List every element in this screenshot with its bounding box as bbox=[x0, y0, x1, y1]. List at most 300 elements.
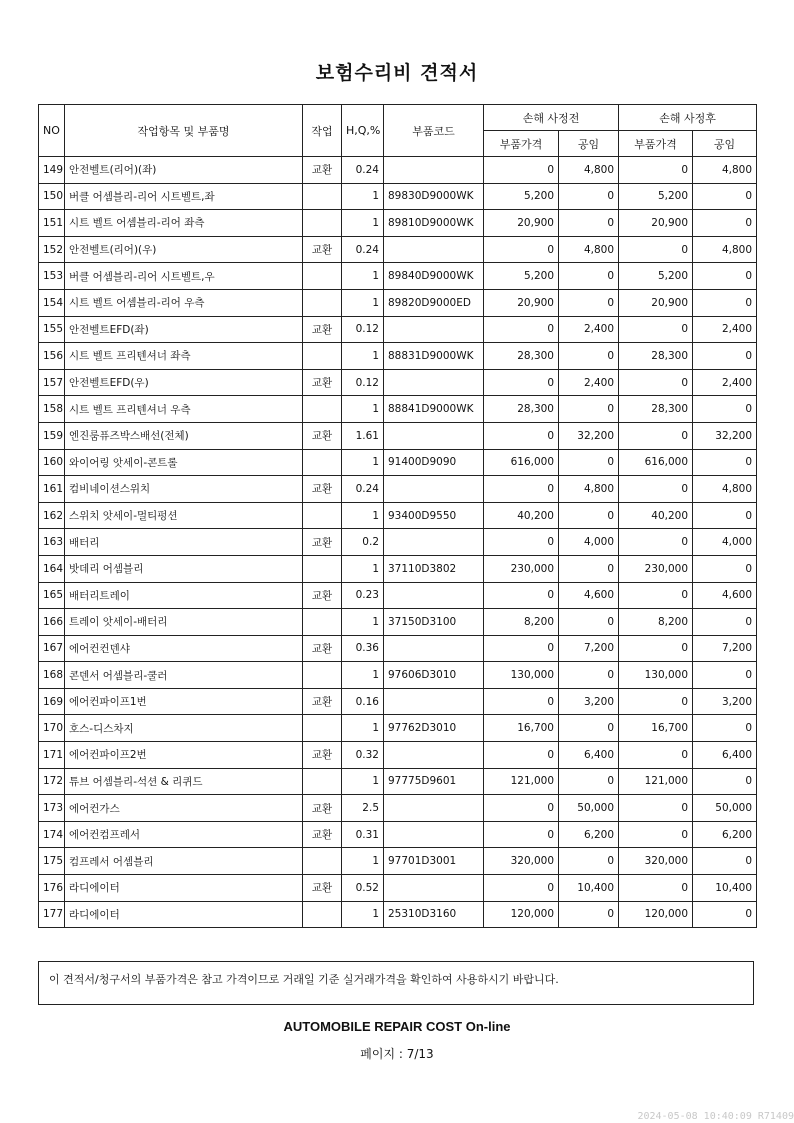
table-row bbox=[39, 848, 757, 875]
hq-value: 0.12 bbox=[342, 369, 384, 396]
print-timestamp: 2024-05-08 10:40:09 R71409 bbox=[637, 1111, 794, 1122]
header-code: 부품코드 bbox=[384, 105, 484, 157]
hq-value: 1 bbox=[342, 768, 384, 795]
table-row bbox=[39, 210, 757, 237]
hq-value: 1 bbox=[342, 901, 384, 928]
work-type: 교환 bbox=[303, 369, 342, 396]
before-part-price: 616,000 bbox=[484, 449, 559, 476]
hq-value: 1 bbox=[342, 343, 384, 370]
row-no: 168 bbox=[39, 662, 65, 689]
part-code bbox=[384, 635, 484, 662]
hq-value: 1.61 bbox=[342, 422, 384, 449]
row-no: 164 bbox=[39, 555, 65, 582]
before-labor: 0 bbox=[559, 848, 619, 875]
header-before-labor: 공임 bbox=[559, 131, 619, 157]
work-type bbox=[303, 901, 342, 928]
hq-value: 0.31 bbox=[342, 821, 384, 848]
hq-value: 0.24 bbox=[342, 157, 384, 184]
table-row bbox=[39, 768, 757, 795]
before-part-price: 130,000 bbox=[484, 662, 559, 689]
item-name: 라디에이터 bbox=[65, 901, 303, 928]
part-code bbox=[384, 875, 484, 902]
work-type bbox=[303, 263, 342, 290]
after-part-price: 0 bbox=[619, 821, 693, 848]
after-part-price: 20,900 bbox=[619, 210, 693, 237]
table-row bbox=[39, 449, 757, 476]
before-labor: 0 bbox=[559, 449, 619, 476]
part-code: 88841D9000WK bbox=[384, 396, 484, 423]
after-part-price: 130,000 bbox=[619, 662, 693, 689]
after-labor: 0 bbox=[693, 662, 757, 689]
table-row bbox=[39, 609, 757, 636]
before-part-price: 28,300 bbox=[484, 396, 559, 423]
part-code: 37150D3100 bbox=[384, 609, 484, 636]
before-part-price: 0 bbox=[484, 875, 559, 902]
part-code bbox=[384, 316, 484, 343]
before-labor: 0 bbox=[559, 396, 619, 423]
after-labor: 0 bbox=[693, 289, 757, 316]
work-type: 교환 bbox=[303, 582, 342, 609]
part-code bbox=[384, 821, 484, 848]
item-name: 시트 벨트 어셈블리-리어 우측 bbox=[65, 289, 303, 316]
document-title: 보험수리비 견적서 bbox=[315, 62, 479, 84]
hq-value: 1 bbox=[342, 289, 384, 316]
row-no: 171 bbox=[39, 742, 65, 769]
after-part-price: 16,700 bbox=[619, 715, 693, 742]
row-no: 154 bbox=[39, 289, 65, 316]
before-labor: 0 bbox=[559, 183, 619, 210]
table-row bbox=[39, 183, 757, 210]
after-labor: 4,000 bbox=[693, 529, 757, 556]
item-name: 에어컨컨덴샤 bbox=[65, 635, 303, 662]
after-part-price: 0 bbox=[619, 742, 693, 769]
after-part-price: 0 bbox=[619, 476, 693, 503]
work-type: 교환 bbox=[303, 795, 342, 822]
item-name: 에어컨파이프2번 bbox=[65, 742, 303, 769]
row-no: 163 bbox=[39, 529, 65, 556]
after-part-price: 320,000 bbox=[619, 848, 693, 875]
part-code: 97701D3001 bbox=[384, 848, 484, 875]
work-type bbox=[303, 609, 342, 636]
work-type bbox=[303, 343, 342, 370]
after-labor: 6,200 bbox=[693, 821, 757, 848]
before-part-price: 230,000 bbox=[484, 555, 559, 582]
before-part-price: 40,200 bbox=[484, 502, 559, 529]
after-labor: 50,000 bbox=[693, 795, 757, 822]
after-labor: 0 bbox=[693, 901, 757, 928]
before-part-price: 0 bbox=[484, 582, 559, 609]
after-part-price: 0 bbox=[619, 795, 693, 822]
before-part-price: 8,200 bbox=[484, 609, 559, 636]
before-part-price: 0 bbox=[484, 821, 559, 848]
hq-value: 1 bbox=[342, 502, 384, 529]
work-type: 교환 bbox=[303, 529, 342, 556]
before-part-price: 120,000 bbox=[484, 901, 559, 928]
hq-value: 1 bbox=[342, 609, 384, 636]
hq-value: 1 bbox=[342, 263, 384, 290]
work-type bbox=[303, 396, 342, 423]
table-header bbox=[39, 105, 757, 157]
work-type bbox=[303, 289, 342, 316]
after-part-price: 0 bbox=[619, 688, 693, 715]
before-labor: 4,000 bbox=[559, 529, 619, 556]
after-part-price: 0 bbox=[619, 236, 693, 263]
hq-value: 1 bbox=[342, 210, 384, 237]
item-name: 와이어링 앗세이-콘트롤 bbox=[65, 449, 303, 476]
item-name: 에어컨파이프1번 bbox=[65, 688, 303, 715]
work-type: 교환 bbox=[303, 316, 342, 343]
price-notice: 이 견적서/청구서의 부품가격은 참고 가격이므로 거래일 기준 실거래가격을 확인하여 사용하시기 바랍니다. bbox=[38, 961, 754, 1005]
hq-value: 1 bbox=[342, 715, 384, 742]
after-part-price: 0 bbox=[619, 875, 693, 902]
after-labor: 0 bbox=[693, 263, 757, 290]
after-labor: 6,400 bbox=[693, 742, 757, 769]
hq-value: 1 bbox=[342, 396, 384, 423]
before-labor: 0 bbox=[559, 609, 619, 636]
part-code: 37110D3802 bbox=[384, 555, 484, 582]
after-labor: 2,400 bbox=[693, 316, 757, 343]
hq-value: 0.52 bbox=[342, 875, 384, 902]
part-code bbox=[384, 157, 484, 184]
part-code: 89810D9000WK bbox=[384, 210, 484, 237]
hq-value: 0.16 bbox=[342, 688, 384, 715]
after-labor: 10,400 bbox=[693, 875, 757, 902]
table-row bbox=[39, 422, 757, 449]
work-type bbox=[303, 183, 342, 210]
table-row bbox=[39, 821, 757, 848]
work-type bbox=[303, 210, 342, 237]
work-type: 교환 bbox=[303, 742, 342, 769]
table-row bbox=[39, 901, 757, 928]
before-labor: 0 bbox=[559, 502, 619, 529]
after-labor: 0 bbox=[693, 210, 757, 237]
row-no: 167 bbox=[39, 635, 65, 662]
hq-value: 0.24 bbox=[342, 236, 384, 263]
row-no: 160 bbox=[39, 449, 65, 476]
after-labor: 4,800 bbox=[693, 476, 757, 503]
hq-value: 1 bbox=[342, 555, 384, 582]
part-code: 97762D3010 bbox=[384, 715, 484, 742]
part-code bbox=[384, 688, 484, 715]
after-labor: 2,400 bbox=[693, 369, 757, 396]
before-part-price: 5,200 bbox=[484, 263, 559, 290]
before-labor: 32,200 bbox=[559, 422, 619, 449]
before-labor: 0 bbox=[559, 555, 619, 582]
after-labor: 32,200 bbox=[693, 422, 757, 449]
row-no: 174 bbox=[39, 821, 65, 848]
after-part-price: 28,300 bbox=[619, 343, 693, 370]
before-labor: 2,400 bbox=[559, 369, 619, 396]
part-code: 89830D9000WK bbox=[384, 183, 484, 210]
table-row bbox=[39, 582, 757, 609]
after-labor: 0 bbox=[693, 183, 757, 210]
after-part-price: 0 bbox=[619, 529, 693, 556]
part-code: 97775D9601 bbox=[384, 768, 484, 795]
table-row bbox=[39, 157, 757, 184]
hq-value: 2.5 bbox=[342, 795, 384, 822]
after-part-price: 8,200 bbox=[619, 609, 693, 636]
after-labor: 0 bbox=[693, 768, 757, 795]
after-labor: 0 bbox=[693, 449, 757, 476]
table-row bbox=[39, 396, 757, 423]
header-after-adjustment: 손해 사정후 bbox=[619, 105, 757, 131]
table-row bbox=[39, 795, 757, 822]
before-labor: 3,200 bbox=[559, 688, 619, 715]
before-labor: 4,800 bbox=[559, 157, 619, 184]
row-no: 153 bbox=[39, 263, 65, 290]
item-name: 배터리 bbox=[65, 529, 303, 556]
row-no: 156 bbox=[39, 343, 65, 370]
part-code bbox=[384, 795, 484, 822]
header-no: NO bbox=[39, 105, 65, 157]
after-part-price: 0 bbox=[619, 157, 693, 184]
item-name: 안전벨트(리어)(좌) bbox=[65, 157, 303, 184]
header-before-part-price: 부품가격 bbox=[484, 131, 559, 157]
item-name: 콘덴서 어셈블리-쿨러 bbox=[65, 662, 303, 689]
after-labor: 4,800 bbox=[693, 157, 757, 184]
part-code: 89840D9000WK bbox=[384, 263, 484, 290]
before-labor: 0 bbox=[559, 289, 619, 316]
after-part-price: 230,000 bbox=[619, 555, 693, 582]
row-no: 155 bbox=[39, 316, 65, 343]
item-name: 안전벨트EFD(좌) bbox=[65, 316, 303, 343]
row-no: 149 bbox=[39, 157, 65, 184]
before-part-price: 0 bbox=[484, 742, 559, 769]
work-type: 교환 bbox=[303, 476, 342, 503]
header-item: 작업항목 및 부품명 bbox=[65, 105, 303, 157]
item-name: 에어컨컴프레서 bbox=[65, 821, 303, 848]
hq-value: 0.2 bbox=[342, 529, 384, 556]
row-no: 165 bbox=[39, 582, 65, 609]
hq-value: 1 bbox=[342, 449, 384, 476]
item-name: 호스-디스차지 bbox=[65, 715, 303, 742]
row-no: 176 bbox=[39, 875, 65, 902]
table-body bbox=[39, 157, 757, 928]
after-labor: 7,200 bbox=[693, 635, 757, 662]
item-name: 스위치 앗세이-멀티펑션 bbox=[65, 502, 303, 529]
row-no: 157 bbox=[39, 369, 65, 396]
before-labor: 0 bbox=[559, 715, 619, 742]
table-row bbox=[39, 236, 757, 263]
item-name: 에어컨가스 bbox=[65, 795, 303, 822]
hq-value: 0.24 bbox=[342, 476, 384, 503]
hq-value: 0.23 bbox=[342, 582, 384, 609]
hq-value: 1 bbox=[342, 662, 384, 689]
before-labor: 0 bbox=[559, 343, 619, 370]
row-no: 151 bbox=[39, 210, 65, 237]
hq-value: 1 bbox=[342, 183, 384, 210]
part-code: 25310D3160 bbox=[384, 901, 484, 928]
before-labor: 4,800 bbox=[559, 236, 619, 263]
before-part-price: 0 bbox=[484, 422, 559, 449]
after-labor: 0 bbox=[693, 848, 757, 875]
table-row bbox=[39, 662, 757, 689]
work-type: 교환 bbox=[303, 688, 342, 715]
before-part-price: 0 bbox=[484, 688, 559, 715]
row-no: 158 bbox=[39, 396, 65, 423]
after-labor: 0 bbox=[693, 715, 757, 742]
hq-value: 0.36 bbox=[342, 635, 384, 662]
work-type: 교환 bbox=[303, 635, 342, 662]
before-labor: 7,200 bbox=[559, 635, 619, 662]
before-labor: 10,400 bbox=[559, 875, 619, 902]
before-part-price: 0 bbox=[484, 795, 559, 822]
before-labor: 4,600 bbox=[559, 582, 619, 609]
before-labor: 6,400 bbox=[559, 742, 619, 769]
item-name: 밧데리 어셈블리 bbox=[65, 555, 303, 582]
after-part-price: 121,000 bbox=[619, 768, 693, 795]
part-code: 89820D9000ED bbox=[384, 289, 484, 316]
row-no: 162 bbox=[39, 502, 65, 529]
after-labor: 0 bbox=[693, 609, 757, 636]
header-after-labor: 공임 bbox=[693, 131, 757, 157]
table-row bbox=[39, 263, 757, 290]
row-no: 177 bbox=[39, 901, 65, 928]
row-no: 175 bbox=[39, 848, 65, 875]
work-type bbox=[303, 502, 342, 529]
estimate-table bbox=[38, 104, 757, 928]
row-no: 169 bbox=[39, 688, 65, 715]
part-code bbox=[384, 742, 484, 769]
table-row bbox=[39, 289, 757, 316]
work-type: 교환 bbox=[303, 236, 342, 263]
part-code: 91400D9090 bbox=[384, 449, 484, 476]
before-part-price: 0 bbox=[484, 476, 559, 503]
table-row bbox=[39, 502, 757, 529]
header-hq: H,Q,% bbox=[342, 105, 384, 157]
after-part-price: 40,200 bbox=[619, 502, 693, 529]
before-labor: 0 bbox=[559, 662, 619, 689]
after-part-price: 0 bbox=[619, 422, 693, 449]
part-code bbox=[384, 236, 484, 263]
part-code: 88831D9000WK bbox=[384, 343, 484, 370]
table-row bbox=[39, 715, 757, 742]
after-part-price: 5,200 bbox=[619, 183, 693, 210]
work-type: 교환 bbox=[303, 875, 342, 902]
table-row bbox=[39, 688, 757, 715]
row-no: 166 bbox=[39, 609, 65, 636]
table-row bbox=[39, 343, 757, 370]
work-type bbox=[303, 449, 342, 476]
after-labor: 0 bbox=[693, 502, 757, 529]
before-labor: 2,400 bbox=[559, 316, 619, 343]
before-part-price: 320,000 bbox=[484, 848, 559, 875]
header-before-adjustment: 손해 사정전 bbox=[484, 105, 619, 131]
item-name: 안전벨트(리어)(우) bbox=[65, 236, 303, 263]
after-part-price: 0 bbox=[619, 369, 693, 396]
item-name: 라디에이터 bbox=[65, 875, 303, 902]
before-part-price: 5,200 bbox=[484, 183, 559, 210]
row-no: 170 bbox=[39, 715, 65, 742]
row-no: 159 bbox=[39, 422, 65, 449]
before-labor: 0 bbox=[559, 768, 619, 795]
item-name: 트레이 앗세이-배터리 bbox=[65, 609, 303, 636]
before-part-price: 0 bbox=[484, 529, 559, 556]
part-code bbox=[384, 422, 484, 449]
after-labor: 0 bbox=[693, 555, 757, 582]
after-part-price: 0 bbox=[619, 582, 693, 609]
hq-value: 1 bbox=[342, 848, 384, 875]
before-part-price: 28,300 bbox=[484, 343, 559, 370]
work-type bbox=[303, 768, 342, 795]
after-part-price: 616,000 bbox=[619, 449, 693, 476]
table-row bbox=[39, 555, 757, 582]
hq-value: 0.12 bbox=[342, 316, 384, 343]
before-labor: 0 bbox=[559, 210, 619, 237]
after-part-price: 5,200 bbox=[619, 263, 693, 290]
item-name: 엔진룸퓨즈박스배선(전체) bbox=[65, 422, 303, 449]
table-row bbox=[39, 369, 757, 396]
before-part-price: 0 bbox=[484, 236, 559, 263]
before-part-price: 0 bbox=[484, 369, 559, 396]
footer-brand: AUTOMOBILE REPAIR COST On-line bbox=[283, 1019, 511, 1034]
work-type: 교환 bbox=[303, 422, 342, 449]
row-no: 161 bbox=[39, 476, 65, 503]
item-name: 컴비네이션스위치 bbox=[65, 476, 303, 503]
after-labor: 3,200 bbox=[693, 688, 757, 715]
after-labor: 4,600 bbox=[693, 582, 757, 609]
work-type: 교환 bbox=[303, 157, 342, 184]
before-labor: 6,200 bbox=[559, 821, 619, 848]
work-type bbox=[303, 555, 342, 582]
before-labor: 0 bbox=[559, 901, 619, 928]
item-name: 시트 벨트 프리텐셔너 좌측 bbox=[65, 343, 303, 370]
hq-value: 0.32 bbox=[342, 742, 384, 769]
part-code: 97606D3010 bbox=[384, 662, 484, 689]
part-code bbox=[384, 476, 484, 503]
row-no: 150 bbox=[39, 183, 65, 210]
work-type bbox=[303, 715, 342, 742]
after-part-price: 0 bbox=[619, 635, 693, 662]
before-labor: 0 bbox=[559, 263, 619, 290]
item-name: 버클 어셈블리-리어 시트벨트,좌 bbox=[65, 183, 303, 210]
item-name: 시트 벨트 프리텐셔너 우측 bbox=[65, 396, 303, 423]
item-name: 컴프레서 어셈블리 bbox=[65, 848, 303, 875]
table-row bbox=[39, 529, 757, 556]
part-code bbox=[384, 529, 484, 556]
header-after-part-price: 부품가격 bbox=[619, 131, 693, 157]
before-labor: 4,800 bbox=[559, 476, 619, 503]
work-type bbox=[303, 848, 342, 875]
table-row bbox=[39, 476, 757, 503]
after-part-price: 28,300 bbox=[619, 396, 693, 423]
after-part-price: 0 bbox=[619, 316, 693, 343]
item-name: 시트 벨트 어셈블리-리어 좌측 bbox=[65, 210, 303, 237]
before-part-price: 16,700 bbox=[484, 715, 559, 742]
before-part-price: 0 bbox=[484, 157, 559, 184]
after-part-price: 120,000 bbox=[619, 901, 693, 928]
after-labor: 0 bbox=[693, 343, 757, 370]
table-row bbox=[39, 875, 757, 902]
work-type: 교환 bbox=[303, 821, 342, 848]
part-code: 93400D9550 bbox=[384, 502, 484, 529]
before-part-price: 20,900 bbox=[484, 289, 559, 316]
header-work: 작업 bbox=[303, 105, 342, 157]
before-part-price: 0 bbox=[484, 635, 559, 662]
before-part-price: 20,900 bbox=[484, 210, 559, 237]
table-row bbox=[39, 635, 757, 662]
before-part-price: 0 bbox=[484, 316, 559, 343]
item-name: 배터리트레이 bbox=[65, 582, 303, 609]
after-labor: 0 bbox=[693, 396, 757, 423]
part-code bbox=[384, 369, 484, 396]
item-name: 버클 어셈블리-리어 시트벨트,우 bbox=[65, 263, 303, 290]
table-row bbox=[39, 316, 757, 343]
table-row bbox=[39, 742, 757, 769]
after-part-price: 20,900 bbox=[619, 289, 693, 316]
after-labor: 4,800 bbox=[693, 236, 757, 263]
before-labor: 50,000 bbox=[559, 795, 619, 822]
